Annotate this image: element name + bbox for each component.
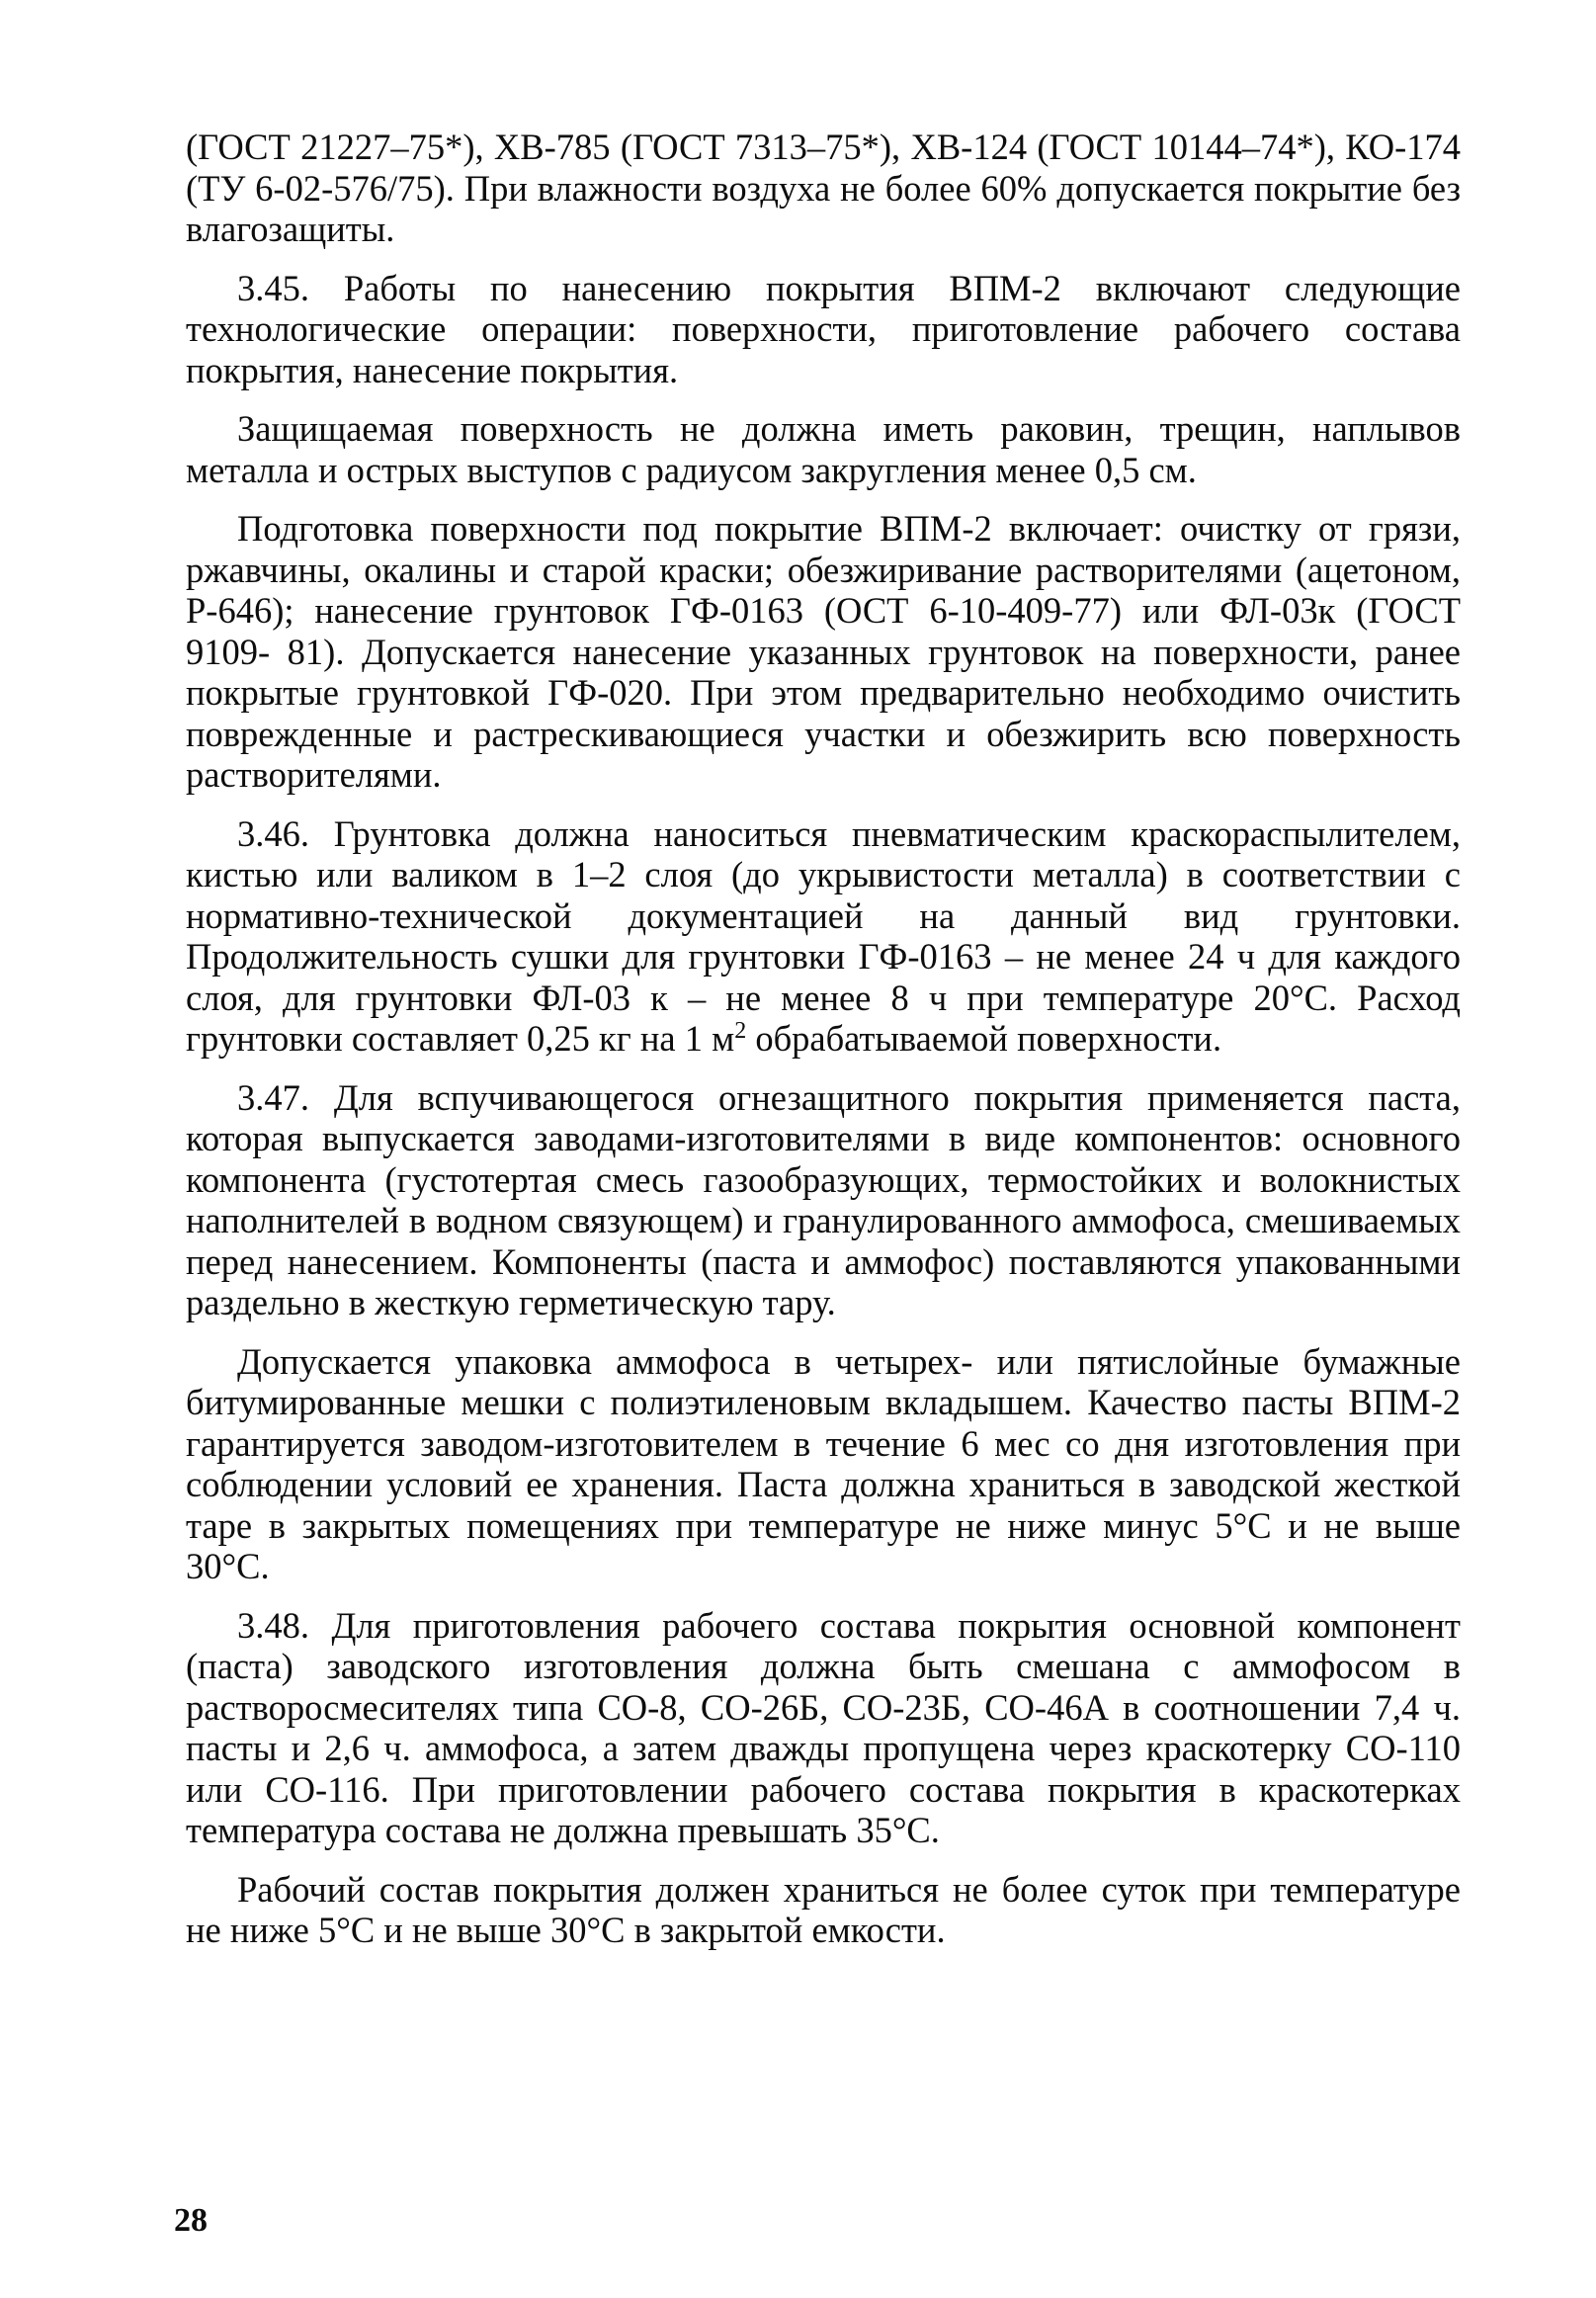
paragraph-surface-preparation: Подготовка поверхности под покрытие ВПМ-2 включает: очистку от грязи, ржавчины, окалины и старой краски; обезжиривание растворителями (ацетоном, Р-646); нанесение грунтовок ГФ-0163 (ОСТ 6-10-409-77) или ФЛ-03к (ГОСТ 9109- 81). Допускается нанесение указанных грунтовок на поверхности, ранее покрытые грунтовкой ГФ-020. При этом предварительно необходимо очистить поврежденные и растрескивающиеся участки и обезжирить всю поверхность растворителями.: [186, 508, 1461, 795]
paragraph-3-48: 3.48. Для приготовления рабочего состава покрытия основной компонент (паста) заводского изготовления должна быть смешана с аммофосом в растворосмесителях типа СО-8, СО-26Б, СО-23Б, СО-46А в соотношении 7,4 ч. пасты и 2,6 ч. аммофоса, а затем дважды пропущена через краскотерку СО-110 или СО-116. При приготовлении рабочего состава покрытия в краскотерках температура состава не должна превышать 35°С.: [186, 1604, 1461, 1850]
page-number: 28: [174, 2202, 208, 2239]
paragraph-storage: Рабочий состав покрытия должен храниться не более суток при температуре не ниже 5°С и не выше 30°С в закрытой емкости.: [186, 1868, 1461, 1950]
paragraph-3-47: 3.47. Для вспучивающегося огнезащитного покрытия применяется паста, которая выпускается заводами-изготовителями в виде компонентов: основного компонента (густотертая смесь газообразующих, термостойких и волокнистых наполнителей в водном связующем) и гранулированного аммофоса, смешиваемых перед нанесением. Компоненты (паста и аммофос) поставляются упакованными раздельно в жесткую герметическую тару.: [186, 1076, 1461, 1322]
paragraph-gost-list: (ГОСТ 21227–75*), ХВ-785 (ГОСТ 7313–75*), ХВ-124 (ГОСТ 10144–74*), КО-174 (ТУ 6-02-576/75). При влажности воздуха не более 60% допускается покрытие без влагозащиты.: [186, 127, 1461, 249]
paragraph-packaging: Допускается упаковка аммофоса в четырех- или пятислойные бумажные битумированные мешки с полиэтиленовым вкладышем. Качество пасты ВПМ-2 гарантируется заводом-изготовителем в течение 6 мес со дня изготовления при соблюдении условий ее хранения. Паста должна храниться в заводской жесткой таре в закрытых помещениях при температуре не ниже минус 5°С и не выше 30°С.: [186, 1340, 1461, 1586]
paragraph-3-45: 3.45. Работы по нанесению покрытия ВПМ-2 включают следующие технологические операции: поверхности, приготовление рабочего состава покрытия, нанесение покрытия.: [186, 267, 1461, 390]
document-page: [186, 127, 1461, 2281]
paragraph-3-46-text: 3.46. Грунтовка должна наноситься пневматическим краскораспылителем, кистью или валиком в 1–2 слоя (до укрывистости металла) в соответствии с нормативно-технической документацией на данный вид грунтовки. Продолжительность сушки для грунтовки ГФ-0163 – не менее 24 ч для каждого слоя, для грунтовки ФЛ-03 к – не менее 8 ч при температуре 20°С. Расход грунтовки составляет 0,25 кг на 1 м: [186, 812, 1461, 1059]
paragraph-3-46-tail: обрабатываемой поверхности.: [746, 1018, 1222, 1059]
paragraph-protected-surface: Защищаемая поверхность не должна иметь раковин, трещин, наплывов металла и острых выступов с радиусом закругления менее 0,5 см.: [186, 408, 1461, 490]
paragraph-3-46: [186, 813, 1461, 1060]
square-meter-superscript: 2: [734, 1018, 747, 1044]
